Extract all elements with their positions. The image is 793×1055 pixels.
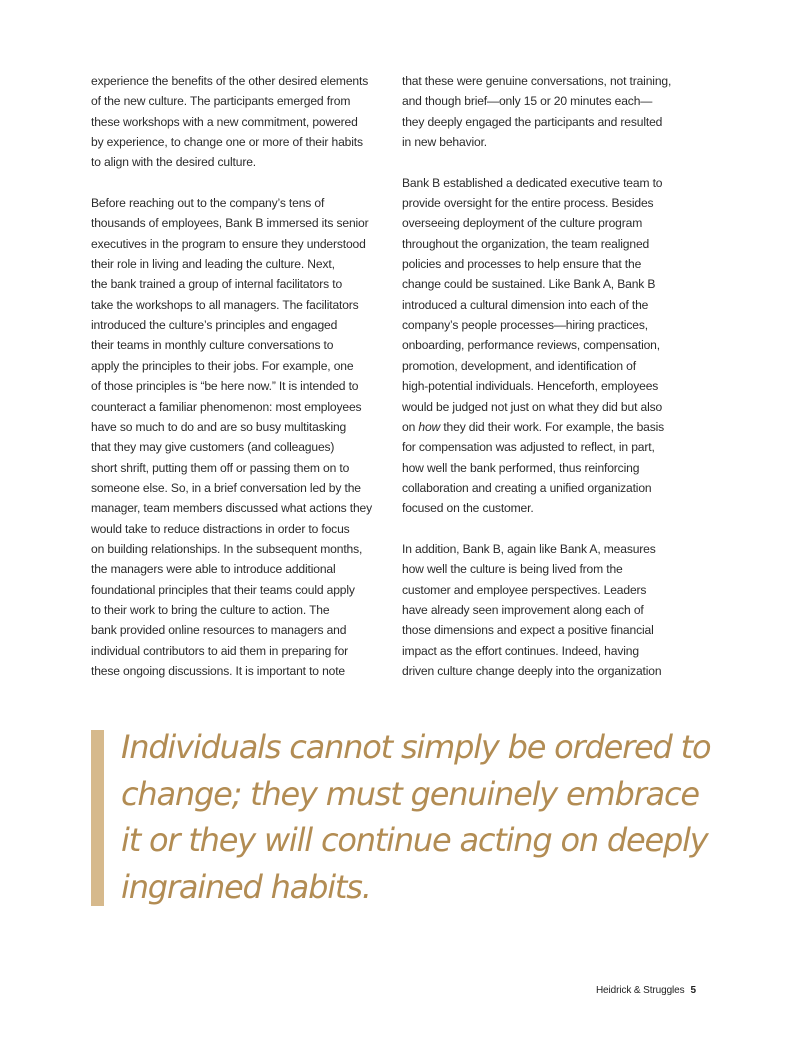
emphasis-how: how <box>418 419 441 434</box>
right-paragraph-2-text-a: Bank B established a dedicated executive team to provide oversight for the entire process. Besides overseeing deployment of the culture program throughout the organization, the team realigned policies and processes to help ensure that the change could be sustained. Like Bank A, Bank B introduced a cultural dimension into each of the company’s people processes—hiring practices, onboarding, performance reviews, compensation, promotion, development, and identification of high-potential individuals. Henceforth, employees would be judged not just on what they did but also on <box>402 175 663 434</box>
page-number: 5 <box>690 985 696 996</box>
pull-quote-accent-bar <box>91 730 104 906</box>
right-paragraph-2-text-b: they did their work. For example, the basis for compensation was adjusted to reflect, in part, how well the bank performed, thus reinforcing collaboration and creating a unified organization focused on the customer. <box>402 419 665 516</box>
footer-brand: Heidrick & Struggles <box>595 985 685 996</box>
right-paragraph-3: In addition, Bank B, again like Bank A, measures how well the culture is being lived from the customer and employee perspectives. Leaders have already seen improvement along each of those dimensions and expect a positive financial impact as the effort continues. Indeed, having driven culture change deeply into the organization <box>402 541 662 678</box>
left-paragraph-1: experience the benefits of the other desired elements of the new culture. The participants emerged from these workshops with a new commitment, powered by experience, to change one or more of their habits to align with the desired culture. <box>91 74 369 170</box>
right-paragraph-2 <box>402 173 702 519</box>
left-column <box>91 71 387 681</box>
right-column <box>402 71 702 681</box>
left-paragraph-2: Before reaching out to the company’s tens of thousands of employees, Bank B immersed its senior executives in the program to ensure they understood their role in living and leading the culture. Next, the bank trained a group of internal facilitators to take the workshops to all managers. The facilitators introduced the culture’s principles and engaged their teams in monthly culture conversations to apply the principles to their jobs. For example, one of those principles is “be here now.” It is intended to counteract a familiar phenomenon: most employees have so much to do and are so busy multitasking that they may give customers (and colleagues) short shrift, putting them off or passing them on to someone else. So, in a brief conversation led by the manager, team members discussed what actions they would take to reduce distractions in order to focus on building relationships. In the subsequent months, the managers were able to introduce additional foundational principles that their teams could apply to their work to bring the culture to action. The bank provided online resources to managers and individual contributors to aid them in preparing for these ongoing discussions. It is important to note <box>91 196 373 678</box>
right-paragraph-1: that these were genuine conversations, not training, and though brief—only 15 or 20 minutes each— they deeply engaged the participants and resulted in new behavior. <box>402 74 672 150</box>
pull-quote: Individuals cannot simply be ordered to change; they must genuinely embrace it or they will continue acting on deeply ingrained habits. <box>121 728 711 906</box>
page-footer <box>596 985 696 996</box>
